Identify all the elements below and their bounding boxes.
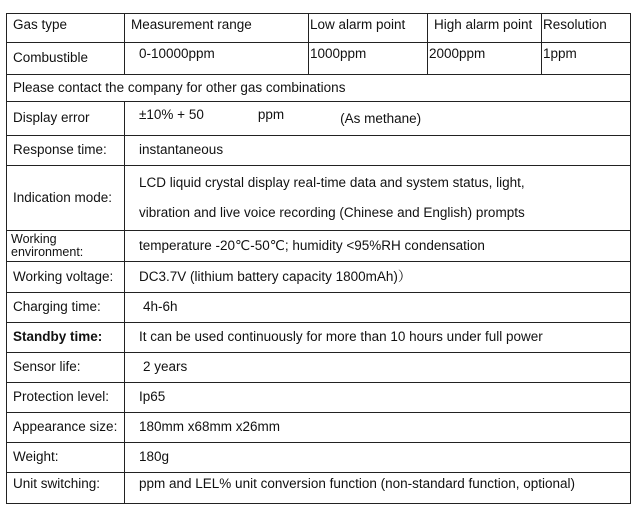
spec-table	[6, 13, 630, 503]
working-voltage-value: DC3.7V (lithium battery capacity 1800mAh)）	[125, 262, 631, 293]
gas-type-cell: Combustible	[7, 43, 125, 75]
working-voltage-row	[7, 262, 631, 293]
unit-switching-label: Unit switching:	[7, 473, 125, 504]
contact-note: Please contact the company for other gas combinations	[7, 75, 631, 102]
weight-row	[7, 443, 631, 473]
display-error-value-cell	[125, 102, 631, 136]
weight-value: 180g	[125, 443, 631, 473]
high-alarm-point-cell: 2000ppm	[428, 43, 542, 75]
indication-mode-row	[7, 166, 631, 231]
header-low-alarm-point: Low alarm point	[309, 14, 428, 43]
response-time-label: Response time:	[7, 136, 125, 166]
display-error-value: ±10% + 50	[139, 107, 204, 122]
resolution-cell: 1ppm	[542, 43, 631, 75]
sensor-life-value: 2 years	[125, 353, 631, 383]
appearance-size-label: Appearance size:	[7, 413, 125, 443]
standby-time-label: Standby time:	[7, 323, 125, 353]
spec-table-grid	[6, 13, 631, 504]
protection-level-label: Protection level:	[7, 383, 125, 413]
indication-mode-label: Indication mode:	[7, 166, 125, 231]
header-measurement-range: Measurement range	[125, 14, 309, 43]
header-high-alarm-point: High alarm point	[428, 14, 542, 43]
response-time-value: instantaneous	[125, 136, 631, 166]
charging-time-value: 4h-6h	[125, 293, 631, 323]
working-environment-value: temperature -20℃-50℃; humidity <95%RH condensation	[125, 231, 631, 262]
header-row	[7, 14, 631, 43]
measurement-range-cell: 0-10000ppm	[125, 43, 309, 75]
appearance-size-value: 180mm x68mm x26mm	[125, 413, 631, 443]
header-gas-type: Gas type	[7, 14, 125, 43]
appearance-size-row	[7, 413, 631, 443]
standby-time-row	[7, 323, 631, 353]
protection-level-value: Ip65	[125, 383, 631, 413]
gas-row	[7, 43, 631, 75]
header-resolution: Resolution	[542, 14, 631, 43]
working-environment-label: Working environment:	[7, 231, 125, 262]
unit-switching-row	[7, 473, 631, 504]
protection-level-row	[7, 383, 631, 413]
working-environment-row	[7, 231, 631, 262]
weight-label: Weight:	[7, 443, 125, 473]
unit-switching-value: ppm and LEL% unit conversion function (non-standard function, optional)	[125, 473, 631, 504]
display-error-note: (As methane)	[340, 111, 422, 126]
charging-time-label: Charging time:	[7, 293, 125, 323]
standby-time-value: It can be used continuously for more than 10 hours under full power	[125, 323, 631, 353]
sensor-life-row	[7, 353, 631, 383]
display-error-label: Display error	[7, 102, 125, 136]
low-alarm-point-cell: 1000ppm	[309, 43, 428, 75]
response-time-row	[7, 136, 631, 166]
sensor-life-label: Sensor life:	[7, 353, 125, 383]
display-error-unit: ppm	[257, 107, 285, 122]
indication-mode-value: LCD liquid crystal display real-time data and system status, light, vibration and live voice recording (Chinese and English) prompts	[125, 166, 631, 231]
display-error-row	[7, 102, 631, 136]
charging-time-row	[7, 293, 631, 323]
working-voltage-label: Working voltage:	[7, 262, 125, 293]
contact-note-row	[7, 75, 631, 102]
